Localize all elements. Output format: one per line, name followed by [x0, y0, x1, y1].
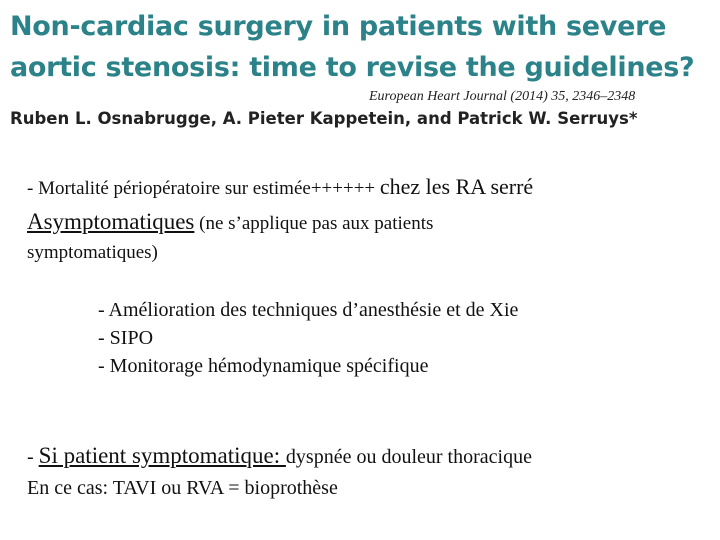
- title-line-1: Non-cardiac surgery in patients with severe: [10, 11, 667, 42]
- slide-title: [10, 6, 710, 88]
- text-line-1: [27, 174, 707, 200]
- title-line-2: aortic stenosis: time to revise the guidelines?: [10, 52, 695, 83]
- journal-citation: European Heart Journal (2014) 35, 2346–2348: [369, 89, 636, 104]
- text-line-3: symptomatiques): [27, 242, 158, 263]
- mortality-text: - Mortalité périopératoire sur estimée++++++: [27, 178, 380, 199]
- text-line-4: [27, 443, 707, 469]
- text-line-2: [27, 209, 707, 235]
- mortality-emphasis: chez les RA serré: [379, 174, 534, 199]
- author-list: Ruben L. Osnabrugge, A. Pieter Kappetein, and Patrick W. Serruys*: [10, 109, 638, 128]
- asymptomatic-note: (ne s’applique pas aux patients: [194, 213, 434, 234]
- symptomatic-details: dyspnée ou douleur thoracique: [285, 446, 532, 468]
- symptomatic-emphasis: Si patient symptomatique:: [38, 443, 286, 468]
- asymptomatic-emphasis: Asymptomatiques: [27, 209, 195, 234]
- text-line-5: En ce cas: TAVI ou RVA = bioprothèse: [27, 477, 338, 499]
- symptomatic-dash: -: [27, 446, 39, 468]
- bullet-anesthesia: - Amélioration des techniques d’anesthésie et de Xie: [98, 299, 519, 321]
- bullet-monitoring: - Monitorage hémodynamique spécifique: [98, 355, 429, 377]
- bullet-sipo: - SIPO: [98, 327, 154, 349]
